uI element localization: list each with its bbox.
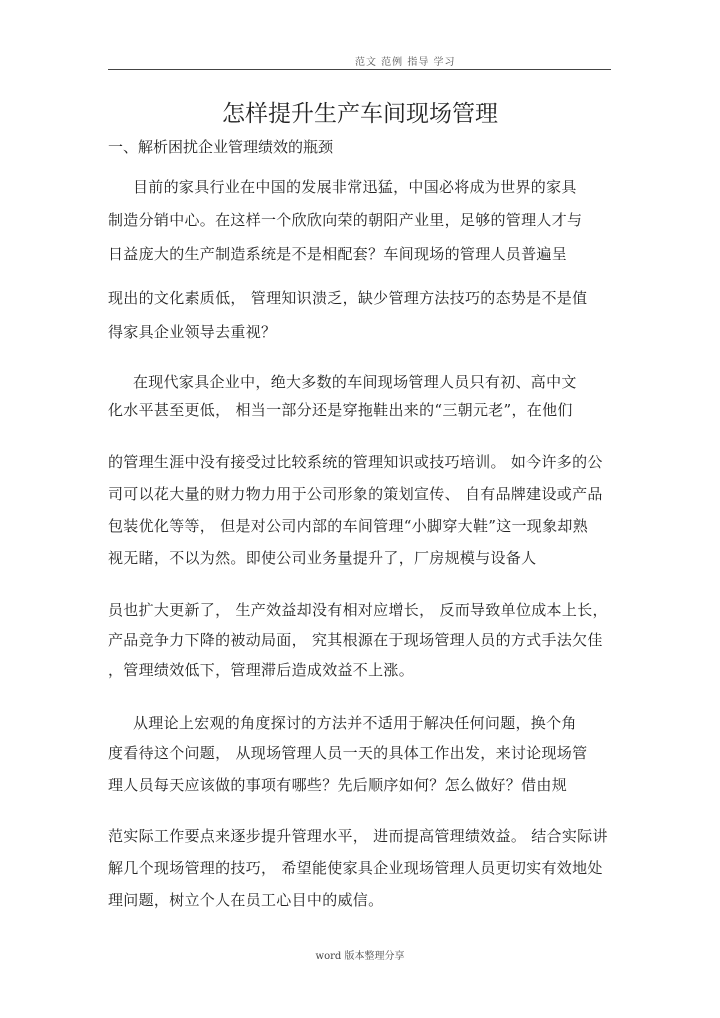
header-text: 范文 范例 指导 学习 [355, 57, 456, 68]
text-line: 理问题，树立个人在员工心目中的威信。 [108, 891, 384, 909]
section-heading: 一、解析困扰企业管理绩效的瓶颈 [108, 138, 334, 156]
text-line: 范实际工作要点来逐步提升管理水平， 进而提高管理绩效益。 结合实际讲 [108, 827, 608, 845]
text-line: 产品竞争力下降的被动局面， 究其根源在于现场管理人员的方式手法欠佳 [108, 631, 603, 649]
text-line: 视无睹，不以为然。即使公司业务量提升了，厂房规模与设备人 [108, 549, 537, 567]
text-line: ，管理绩效低下，管理滞后造成效益不上涨。 [108, 661, 415, 679]
header-divider [108, 69, 611, 70]
text-line: 在现代家具企业中，绝大多数的车间现场管理人员只有初、高中文 [133, 373, 577, 391]
text-line: 现出的文化素质低， 管理知识溃乏，缺少管理方法技巧的态势是不是值 [108, 289, 588, 307]
text-line: 员也扩大更新了， 生产效益却没有相对应增长， 反而导致单位成本上长， [108, 601, 608, 619]
text-line: 理人员每天应该做的事项有哪些？先后顺序如何？怎么做好？借由规 [108, 776, 568, 794]
text-line: 的管理生涯中没有接受过比较系统的管理知识或技巧培训。 如今许多的公 [108, 453, 603, 471]
text-line: 化水平甚至更低， 相当一部分还是穿拖鞋出来的“三朝元老”，在他们 [108, 401, 573, 419]
text-line: 目前的家具行业在中国的发展非常迅猛，中国必将成为世界的家具 [133, 178, 577, 196]
document-title: 怎样提升生产车间现场管理 [222, 101, 498, 127]
text-line: 制造分销中心。在这样一个欣欣向荣的朝阳产业里，足够的管理人才与 [108, 211, 583, 229]
text-line: 得家具企业领导去重视？ [108, 323, 277, 341]
text-line: 从理论上宏观的角度探讨的方法并不适用于解决任何问题，换个角 [133, 714, 577, 732]
text-line: 日益庞大的生产制造系统是不是相配套？车间现场的管理人员普遍呈 [108, 245, 568, 263]
text-line: 司可以花大量的财力物力用于公司形象的策划宣传、 自有品牌建设或产品 [108, 485, 603, 503]
text-line: 度看待这个问题， 从现场管理人员一天的具体工作出发，来讨论现场管 [108, 744, 588, 762]
text-line: 解几个现场管理的技巧， 希望能使家具企业现场管理人员更切实有效地处 [108, 859, 603, 877]
text-line: 包装优化等等， 但是对公司内部的车间管理“小脚穿大鞋”这一现象却熟 [108, 517, 589, 535]
page-footer: word 版本整理分享 [315, 951, 405, 962]
